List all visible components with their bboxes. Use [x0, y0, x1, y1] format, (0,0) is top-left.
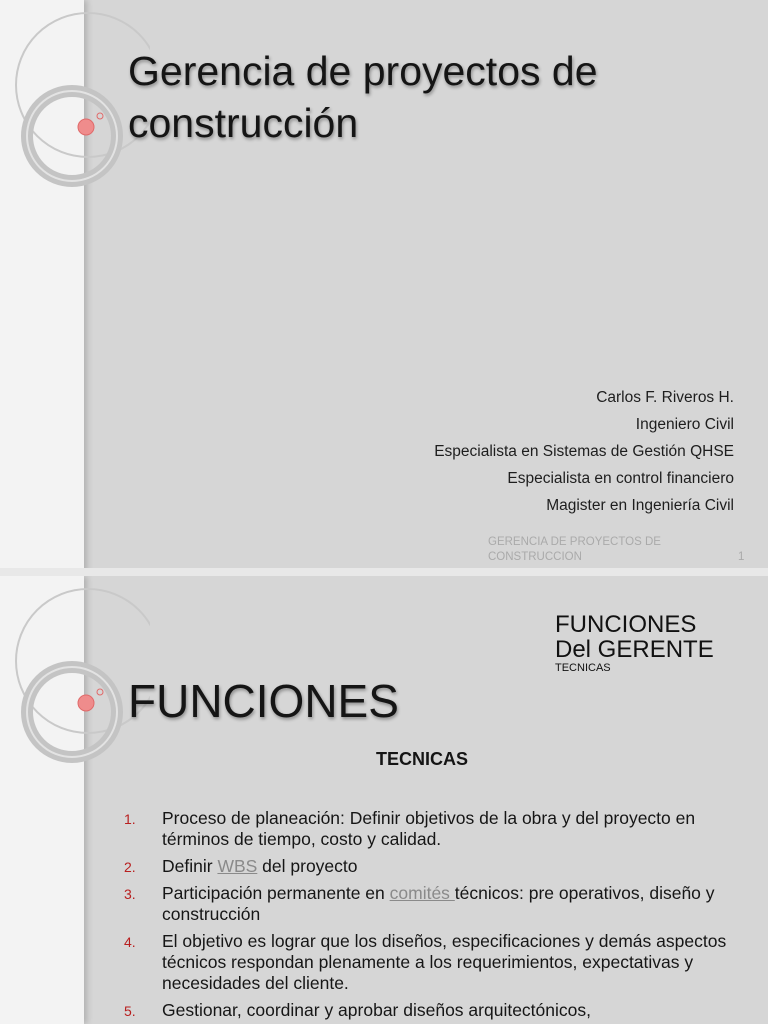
author-title-3: Especialista en control financiero	[507, 470, 734, 487]
slide-footer	[488, 535, 708, 565]
author-title-1: Ingeniero Civil	[635, 416, 734, 433]
list-item	[124, 808, 734, 850]
wbs-link[interactable]: WBS	[217, 856, 258, 876]
item-number: 1.	[124, 811, 136, 827]
comites-link[interactable]: comités	[389, 883, 455, 903]
footer-line-2: CONSTRUCCION	[488, 551, 582, 563]
corner-line-2: Del GERENTE	[555, 636, 714, 663]
section-heading: TECNICAS	[376, 749, 469, 769]
author-name: Carlos F. Riveros H.	[596, 389, 734, 406]
page-number: 1	[738, 551, 745, 563]
list-item	[124, 931, 734, 994]
slide-title: Gerencia de proyectos de construcción	[128, 48, 598, 146]
corner-label	[555, 612, 714, 674]
item-number: 3.	[124, 886, 136, 902]
author-title-2: Especialista en Sistemas de Gestión QHSE	[434, 443, 734, 460]
author-credentials	[434, 384, 734, 519]
item-text-post: técnicos: pre operativos, diseño y construcción	[162, 883, 715, 924]
item-text: Proceso de planeación: Definir objetivos de la obra y del proyecto en términos de tiempo, costo y calidad.	[162, 808, 696, 849]
item-text: El objetivo es lograr que los diseños, especificaciones y demás aspectos técnicos respondan plenamente a los requerimientos, expectativas y necesidades del cliente.	[162, 931, 727, 993]
item-number: 4.	[124, 934, 136, 950]
corner-line-3: TECNICAS	[555, 662, 611, 674]
slide-title: FUNCIONES	[128, 675, 399, 727]
item-number: 5.	[124, 1003, 136, 1019]
functions-list	[124, 808, 734, 1024]
footer-line-1: GERENCIA DE PROYECTOS DE	[488, 536, 661, 548]
item-text: Gestionar, coordinar y aprobar diseños arquitectónicos,	[162, 1000, 591, 1020]
list-item	[124, 856, 734, 877]
corner-line-1: FUNCIONES	[555, 611, 697, 638]
item-text-post: del proyecto	[257, 856, 358, 876]
item-text-pre: Participación permanente en	[162, 883, 390, 903]
author-title-4: Magister en Ingeniería Civil	[546, 497, 734, 514]
item-number: 2.	[124, 859, 136, 875]
slide-2	[0, 576, 768, 1024]
list-item	[124, 1000, 734, 1021]
list-item	[124, 883, 734, 925]
item-text-pre: Definir	[162, 856, 218, 876]
